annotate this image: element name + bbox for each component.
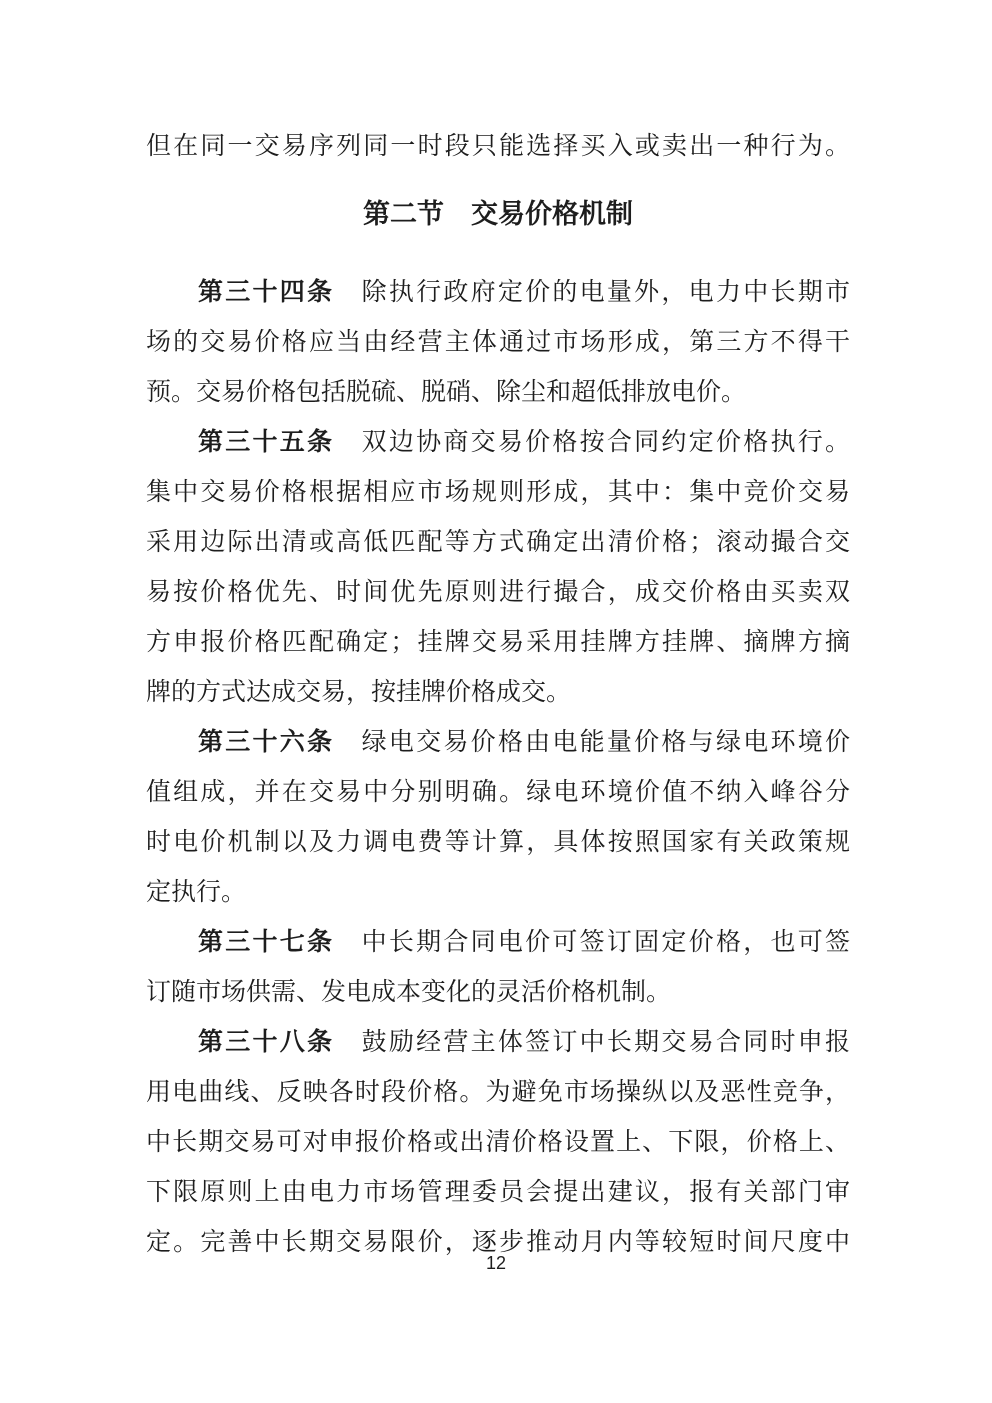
text-line: 预。交易价格包括脱硫、脱硝、除尘和超低排放电价。 [146, 379, 747, 406]
article-number: 第三十八条 [198, 1029, 335, 1056]
text-line: 中长期交易可对申报价格或出清价格设置上、下限，价格上、 [146, 1129, 850, 1156]
text-line: 集中交易价格根据相应市场规则形成，其中：集中竞价交易 [146, 479, 850, 506]
article-first-line: 第三十五条 双边协商交易价格按合同约定价格执行。 [198, 429, 850, 456]
text-line: 订随市场供需、发电成本变化的灵活价格机制。 [146, 979, 672, 1006]
text-line: 值组成，并在交易中分别明确。绿电环境价值不纳入峰谷分 [146, 779, 850, 806]
text-line: 定。完善中长期交易限价，逐步推动月内等较短时间尺度中 [146, 1229, 850, 1256]
text-line: 时电价机制以及力调电费等计算，具体按照国家有关政策规 [146, 829, 850, 856]
article-first-line: 第三十八条 鼓励经营主体签订中长期交易合同时申报 [198, 1029, 850, 1056]
section-heading: 第二节 交易价格机制 [363, 199, 633, 229]
text-line: 方申报价格匹配确定；挂牌交易采用挂牌方挂牌、摘牌方摘 [146, 629, 850, 656]
text-line: 定执行。 [146, 879, 247, 906]
text-line: 易按价格优先、时间优先原则进行撮合，成交价格由买卖双 [146, 579, 850, 606]
article-first-line: 第三十七条 中长期合同电价可签订固定价格，也可签 [198, 929, 850, 956]
article-number: 第三十六条 [198, 729, 335, 756]
article-first-line: 第三十四条 除执行政府定价的电量外，电力中长期市 [198, 279, 850, 306]
article-number: 第三十七条 [198, 929, 335, 956]
article-first-line: 第三十六条 绿电交易价格由电能量价格与绿电环境价 [198, 729, 850, 756]
text-line: 牌的方式达成交易，按挂牌价格成交。 [146, 679, 572, 706]
text-line: 采用边际出清或高低匹配等方式确定出清价格；滚动撮合交 [146, 529, 850, 556]
text-line: 下限原则上由电力市场管理委员会提出建议，报有关部门审 [146, 1179, 850, 1206]
text-content [146, 122, 850, 1268]
article-number: 第三十四条 [198, 279, 335, 306]
text-line: 场的交易价格应当由经营主体通过市场形成，第三方不得干 [146, 329, 850, 356]
article-number: 第三十五条 [198, 429, 335, 456]
text-line: 但在同一交易序列同一时段只能选择买入或卖出一种行为。 [146, 133, 850, 160]
text-line: 用电曲线、反映各时段价格。为避免市场操纵以及恶性竞争， [146, 1079, 850, 1106]
page-number: 12 [485, 1253, 507, 1273]
